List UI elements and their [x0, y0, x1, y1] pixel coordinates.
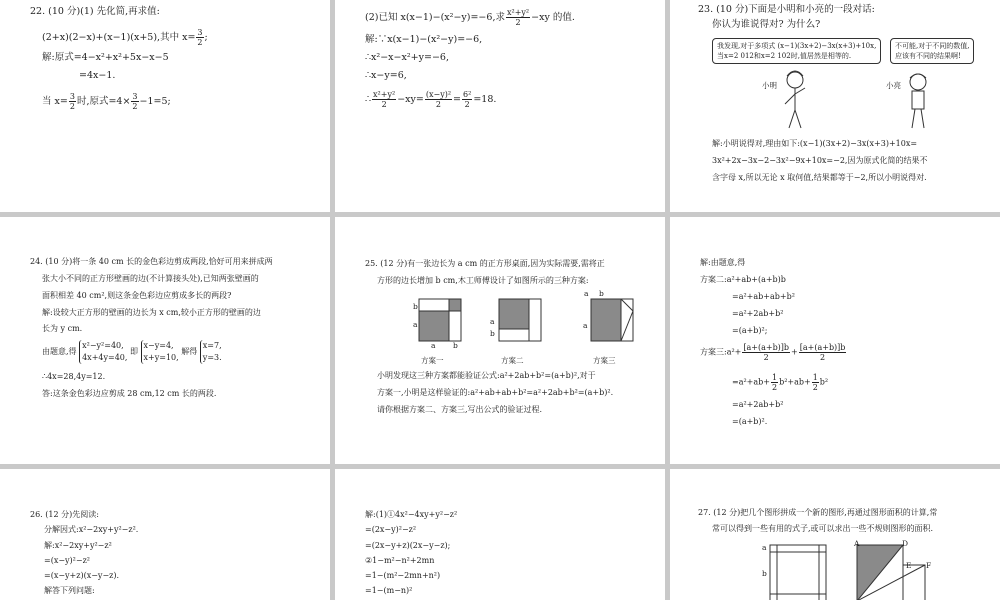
q24-line4: 解:设较大正方形的壁画的边长为 x cm,较小正方形的壁画的边	[42, 308, 261, 317]
panel-q23	[670, 0, 1000, 212]
panel-q24	[0, 217, 330, 464]
q27-diagrams	[765, 541, 965, 600]
label-b-3: b	[599, 289, 604, 298]
q27-label-a: a	[762, 543, 767, 552]
q26-sol-line6: =1−(m−n)²	[365, 586, 413, 595]
q26-title: 26. (12 分)先阅读:	[30, 510, 99, 519]
name-xiaoming: 小明	[762, 81, 777, 90]
q24-system: 由题意,得 x²−y²=40, 4x+4y=40, 即 x−y=4, x+y=10, 解得 x=7, y=3.	[42, 341, 222, 362]
q23-title: 23. (10 分)下面是小明和小亮的一段对话:	[698, 4, 875, 15]
q24-line7: ∴4x=28,4y=12.	[42, 372, 106, 381]
speech-bubble-xiaoliang: 不可能,对于不同的数值, 应该有不同的结果啊!	[890, 38, 974, 64]
sol-line7: =a²+ab+ $\frac{1}{2}$ b²+ab+ $\frac{1}{2}$ b²	[732, 373, 829, 392]
q22-step1: 解:原式=4−x²+x²+5x−x−5	[42, 52, 169, 63]
label-b-1: b	[413, 302, 418, 311]
q26-sol-line3: =(2x−y+z)(2x−y−z);	[365, 541, 451, 550]
q25-line2: 方形的边长增加 b cm,木工师傅设计了如图所示的三种方案:	[377, 276, 589, 285]
panel-q25-solution	[670, 217, 1000, 464]
panel-q26	[0, 469, 330, 600]
q27-point-D: D	[902, 539, 909, 548]
sol-line2: 方案二:a²+ab+(a+b)b	[700, 275, 786, 284]
q23-answer-3: 含字母 x,所以无论 x 取何值,结果都等于−2,所以小明说得对.	[712, 173, 927, 182]
q27-line2: 常可以得到一些有用的式子,或可以求出一些不规则图形的面积.	[712, 524, 934, 533]
sol-line9: =(a+b)².	[732, 417, 768, 426]
name-xiaoliang: 小亮	[886, 81, 901, 90]
q24-line3: 面积相差 40 cm²,则这条金色彩边应剪成多长的两段?	[42, 291, 232, 300]
triangle-diagram	[857, 545, 925, 600]
q26-line3: 解:x²−2xy+y²−z²	[44, 541, 112, 550]
panel-q22-part2	[335, 0, 665, 212]
q26-sol-line4: ②1−m²−n²+2mn	[365, 556, 435, 565]
scheme-one-diagram	[419, 299, 461, 341]
q26-line4: =(x−y)²−z²	[44, 556, 91, 565]
label-b-1b: b	[453, 341, 458, 350]
q24-answer: 答:这条金色彩边应剪成 28 cm,12 cm 长的两段.	[42, 389, 217, 398]
q22-title: 22. (10 分)(1) 先化简,再求值:	[30, 6, 160, 17]
panel-q27	[670, 469, 1000, 600]
q26-sol-line1: 解:(1)①4x²−4xy+y²−z²	[365, 510, 458, 519]
caption-scheme-three: 方案三	[593, 356, 616, 365]
cartoon-figures	[670, 64, 1000, 134]
q27-point-E: E	[906, 561, 912, 570]
q26-line2: 分解因式:x²−2xy+y²−z².	[44, 525, 139, 534]
caption-scheme-one: 方案一	[421, 356, 444, 365]
q25-line3: 小明发现这三种方案都能验证公式:a²+2ab+b²=(a+b)²,对于	[377, 371, 596, 380]
q22b-step3: ∴x−y=6,	[365, 70, 407, 81]
boy-xiaoming-figure	[785, 71, 805, 128]
q26-line5: =(x−y+z)(x−y−z).	[44, 571, 120, 580]
q22-step3: 当 x= $\frac{3}{2}$ 时,原式=4× $\frac{3}{2}$ −1=5;	[42, 92, 171, 111]
sol-line3: =a²+ab+ab+b²	[732, 292, 795, 301]
q27-label-b: b	[762, 569, 767, 578]
q22b-step4: ∴ $\frac{\text{x²+y²}}{2}$ −xy= $\frac{\text{(x−y)²}}{2}$ = $\frac{\text{6²}}{2}$ =18.	[365, 90, 497, 109]
sol-line6: 方案三:a²+ $\frac{[a+(a+b)]b}{2}$ + $\frac{[a+(a+b)]b}{2}$	[700, 343, 846, 362]
boy-xiaoliang-figure	[910, 74, 926, 128]
q26-line6: 解答下列问题:	[44, 586, 95, 595]
q27-line1: 27. (12 分)把几个图形拼成一个新的图形,再通过图形面积的计算,常	[698, 508, 938, 517]
q26-sol-line2: =(2x−y)²−z²	[365, 525, 417, 534]
caption-scheme-two: 方案二	[501, 356, 524, 365]
q24-line2: 张大小不同的正方形壁画的边(不计算接头处),已知两张壁画的	[42, 274, 259, 283]
scheme-two-diagram	[499, 299, 541, 341]
label-a-3b: a	[583, 321, 588, 330]
label-a-1b: a	[431, 341, 436, 350]
q22b-question: (2)已知 x(x−1)−(x²−y)=−6,求 $\frac{\text{x²+y²}}{2}$ −xy 的值.	[365, 8, 575, 27]
q23-answer-1: 解:小明说得对,理由如下:(x−1)(3x+2)−3x(x+3)+10x=	[712, 139, 918, 148]
q26-sol-line5: =1−(m²−2mn+n²)	[365, 571, 441, 580]
sol-line5: =(a+b)²;	[732, 326, 768, 335]
speech-bubble-xiaoming: 我发现,对于多项式 (x−1)(3x+2)−3x(x+3)+10x, 当x=2 012和x=2 102时,值居然是相等的.	[712, 38, 881, 64]
label-a-3: a	[584, 289, 589, 298]
q24-line1: 24. (10 分)将一条 40 cm 长的金色彩边剪成两段,恰好可用来拼成两	[30, 257, 273, 266]
scheme-three-diagram	[591, 299, 633, 341]
q22b-step1: 解:∵x(x−1)−(x²−y)=−6,	[365, 34, 483, 45]
square-frame-diagram	[770, 545, 826, 600]
q27-point-A: A	[854, 539, 860, 548]
q24-line5: 长为 y cm.	[42, 324, 83, 333]
panel-q26-solution	[335, 469, 665, 600]
label-a-2: a	[490, 317, 495, 326]
q25-line5: 请你根据方案二、方案三,写出公式的验证过程.	[377, 405, 543, 414]
q23-question: 你认为谁说得对? 为什么?	[712, 19, 821, 30]
label-a-1: a	[413, 320, 418, 329]
q25-line1: 25. (12 分)有一张边长为 a cm 的正方形桌面,因为实际需要,需将正	[365, 259, 605, 268]
fraction: $\frac{3}{2}$	[197, 28, 203, 47]
q23-answer-2: 3x²+2x−3x−2−3x²−9x+10x=−2,因为原式化简的结果不	[712, 156, 928, 165]
q27-point-F: F	[926, 561, 932, 570]
panel-q22-part1	[0, 0, 330, 212]
q22b-step2: ∴x²−x−x²+y=−6,	[365, 52, 449, 63]
label-b-2: b	[490, 329, 495, 338]
sol-line1: 解:由题意,得	[700, 258, 746, 267]
sol-line4: =a²+2ab+b²	[732, 309, 784, 318]
q25-line4: 方案一,小明是这样验证的:a²+ab+ab+b²=a²+2ab+b²=(a+b)².	[377, 388, 614, 397]
panel-q25	[335, 217, 665, 464]
sol-line8: =a²+2ab+b²	[732, 400, 784, 409]
q22-step2: =4x−1.	[79, 70, 116, 81]
q22-expression: (2+x)(2−x)+(x−1)(x+5),其中 x= $\frac{3}{2}$ ;	[42, 28, 208, 47]
